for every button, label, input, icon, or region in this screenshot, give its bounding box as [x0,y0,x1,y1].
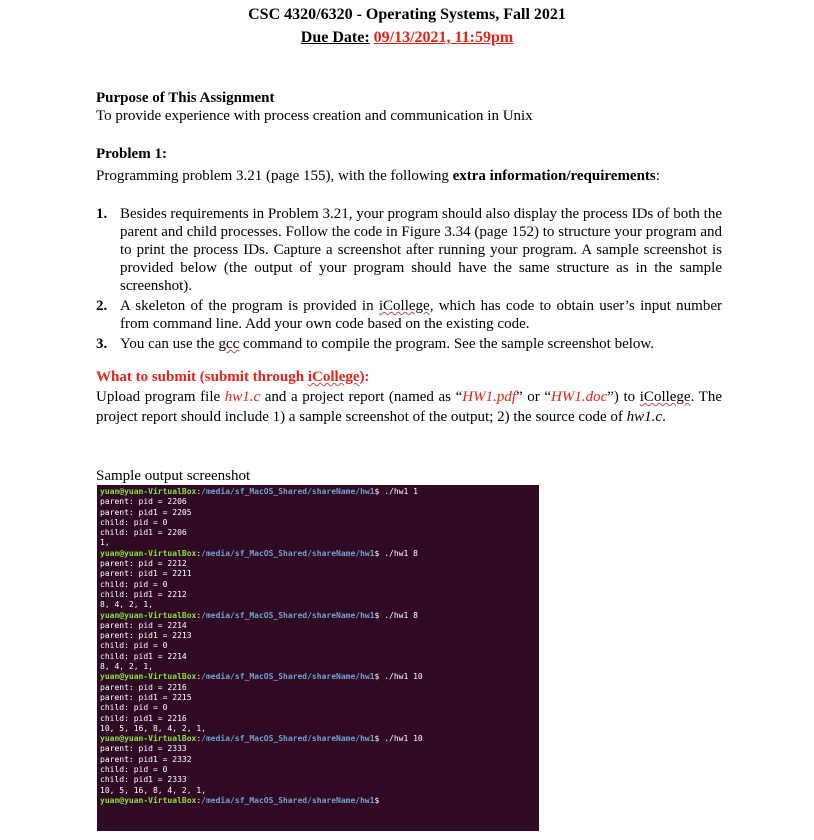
prompt-path: /media/sf_MacOS_Shared/shareName/hw1 [201,487,375,496]
prompt-path: /media/sf_MacOS_Shared/shareName/hw1 [201,672,375,682]
terminal-prompt-line [100,796,539,806]
prompt-colon: : [196,548,202,558]
prompt-colon: : [196,734,202,744]
list-item [96,297,722,333]
terminal-output-line: child: pid = 0 [100,703,168,713]
problem-text-start: Programming problem 3.21 (page 155), with the following [96,168,453,184]
list-item-text-end: command to compile the program. See the sample screenshot below. [239,336,655,352]
terminal-prompt-line [100,672,539,682]
problem-text-bold: extra information/requirements [452,168,656,184]
prompt-user: yuan@yuan-VirtualBox [100,548,197,558]
list-item-text-start: You can use the [120,336,219,352]
document-header [0,5,814,48]
prompt-dollar: $ [374,734,380,744]
terminal-output-line: parent: pid1 = 2213 [100,631,192,641]
terminal-output-line: 10, 5, 16, 8, 4, 2, 1, [100,785,206,795]
problem-heading: Problem 1: [96,146,167,162]
prompt-dollar: $ [374,487,380,496]
terminal-output-line: parent: pid = 2214 [100,620,187,630]
prompt-dollar: $ [374,610,380,620]
purpose-section [96,89,722,125]
terminal-prompt-line [100,487,539,497]
problem-text-end: : [655,168,660,184]
due-date-label: Due Date: [300,29,370,46]
list-item-number: 2. [96,298,108,314]
submit-icollege-link[interactable]: iCollege [307,369,360,385]
terminal-output-line: 1, [100,538,110,548]
terminal-prompt-line [100,611,539,621]
due-date-line [0,28,814,48]
terminal-output-line: child: pid = 0 [100,517,168,527]
prompt-colon: : [196,795,202,805]
requirements-list [96,205,722,355]
prompt-user: yuan@yuan-VirtualBox [100,672,197,682]
list-item [96,335,722,353]
prompt-colon: : [196,672,202,682]
terminal-output-line: child: pid1 = 2333 [100,775,187,785]
prompt-command: ./hw1 10 [379,672,423,682]
prompt-user: yuan@yuan-VirtualBox [100,610,197,620]
list-item-text-end: , which has code to obtain user’s input number from command line. Add your own code based on the existing code. [120,298,722,332]
list-item-text [120,336,654,352]
terminal-output-line: child: pid = 0 [100,579,168,589]
prompt-command: ./hw1 8 [379,610,418,620]
submit-heading-end: ): [359,369,370,385]
submit-text-part: and a project report (named as “ [260,389,463,405]
sample-output-label: Sample output screenshot [96,468,251,484]
terminal-output-line: parent: pid1 = 2332 [100,754,192,764]
terminal-output-line: 10, 5, 16, 8, 4, 2, 1, [100,723,206,733]
terminal-output-line: child: pid = 0 [100,641,168,651]
submit-text-part: . [662,409,666,425]
gcc-command: gcc [218,336,240,352]
problem-text [96,167,722,185]
terminal-output-line: child: pid1 = 2206 [100,528,187,538]
prompt-user: yuan@yuan-VirtualBox [100,487,197,496]
prompt-colon: : [196,487,202,496]
terminal-prompt-line [100,734,539,744]
terminal-output [97,485,539,806]
prompt-path: /media/sf_MacOS_Shared/shareName/hw1 [201,795,375,805]
report-doc-name: HW1.doc [551,389,608,405]
submit-text-part: ”) to [607,389,640,405]
list-item-text: Besides requirements in Problem 3.21, your program should also display the process IDs of both the parent and child processes. Follow the code in Figure 3.34 (page 152) to structure your program and to print the process IDs. Capture a screenshot after running your program. A sample screenshot is provided below (the output of your program should have the same structure as in the sample screenshot). [120,206,722,294]
program-file-name: hw1.c [224,389,261,405]
prompt-user: yuan@yuan-VirtualBox [100,734,197,744]
terminal-output-line: child: pid1 = 2216 [100,713,187,723]
terminal-output-line: parent: pid = 2212 [100,559,187,569]
terminal-output-line: child: pid = 0 [100,765,168,775]
submit-text-part: . The project report should include 1) a sample screenshot of the output; 2) the source code of [96,389,722,425]
prompt-dollar: $ [374,672,380,682]
submit-heading-start: What to submit (submit through [96,369,308,385]
prompt-path: /media/sf_MacOS_Shared/shareName/hw1 [201,734,375,744]
course-title: CSC 4320/6320 - Operating Systems, Fall 2021 [248,6,566,23]
list-item-number: 1. [96,206,108,222]
submit-text-part: ” or “ [516,389,551,405]
terminal-output-line: child: pid1 = 2212 [100,589,187,599]
prompt-command: ./hw1 1 [379,487,418,496]
list-item-number: 3. [96,336,108,352]
terminal-output-line: 8, 4, 2, 1, [100,600,153,610]
submit-section [96,368,722,427]
terminal-output-line: parent: pid = 2333 [100,744,187,754]
terminal-output-line: parent: pid = 2206 [100,497,187,507]
submit-text [96,387,722,427]
submit-text-part: Upload program file [96,389,225,405]
prompt-path: /media/sf_MacOS_Shared/shareName/hw1 [201,610,375,620]
submit-heading [96,368,722,386]
list-item-text-start: A skeleton of the program is provided in [120,298,379,314]
prompt-command: ./hw1 8 [379,548,418,558]
prompt-path: /media/sf_MacOS_Shared/shareName/hw1 [201,548,375,558]
terminal-output-line: parent: pid = 2216 [100,682,187,692]
submit-icollege-link-inline[interactable]: iCollege [639,389,691,405]
terminal-output-line: parent: pid1 = 2205 [100,507,192,517]
icollege-link[interactable]: iCollege [378,298,430,314]
prompt-command: ./hw1 10 [379,734,423,744]
purpose-text: To provide experience with process creation and communication in Unix [96,108,533,124]
terminal-screenshot [97,485,539,831]
prompt-dollar: $ [374,795,380,805]
source-file-name: hw1.c [626,409,663,425]
due-date-value: 09/13/2021, 11:59pm [373,29,514,46]
problem-section [96,145,722,185]
terminal-prompt-line [100,549,539,559]
terminal-output-line: parent: pid1 = 2211 [100,569,192,579]
terminal-output-line: 8, 4, 2, 1, [100,662,153,672]
prompt-colon: : [196,610,202,620]
list-item [96,205,722,295]
terminal-output-line: parent: pid1 = 2215 [100,692,192,702]
prompt-dollar: $ [374,548,380,558]
list-item-text [120,298,722,332]
purpose-heading: Purpose of This Assignment [96,90,275,106]
prompt-user: yuan@yuan-VirtualBox [100,795,197,805]
terminal-output-line: child: pid1 = 2214 [100,651,187,661]
report-pdf-name: HW1.pdf [462,389,516,405]
